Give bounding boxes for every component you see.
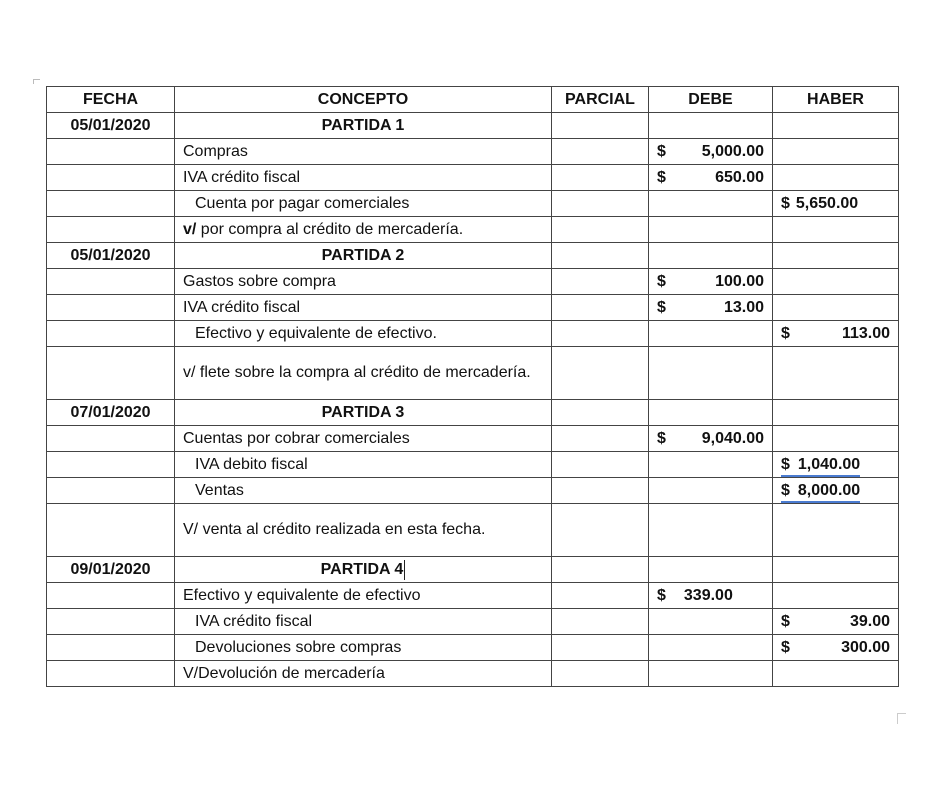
currency-symbol: $ bbox=[657, 299, 666, 316]
debe-cell[interactable] bbox=[649, 400, 773, 426]
haber-amount: 5,650.00 bbox=[795, 195, 859, 212]
header-haber: HABER bbox=[773, 87, 899, 113]
parcial-cell[interactable] bbox=[552, 504, 649, 557]
table-row bbox=[47, 504, 899, 557]
debe-cell[interactable] bbox=[649, 504, 773, 557]
table-row bbox=[47, 295, 899, 321]
spellcheck-underlined-amount bbox=[781, 481, 860, 503]
partida-title-cell[interactable] bbox=[175, 557, 552, 583]
debe-amount: 339.00 bbox=[683, 587, 733, 604]
currency-symbol: $ bbox=[781, 482, 790, 499]
debe-cell[interactable] bbox=[649, 635, 773, 661]
haber-cell[interactable] bbox=[773, 426, 899, 452]
date-cell[interactable]: 05/01/2020 bbox=[47, 243, 175, 269]
debe-cell[interactable] bbox=[649, 347, 773, 400]
haber-cell[interactable] bbox=[773, 478, 899, 504]
concept-cell[interactable]: IVA debito fiscal bbox=[175, 452, 552, 478]
date-cell[interactable]: 05/01/2020 bbox=[47, 113, 175, 139]
concept-cell[interactable]: Ventas bbox=[175, 478, 552, 504]
parcial-cell[interactable] bbox=[552, 557, 649, 583]
concept-cell[interactable]: Cuenta por pagar comerciales bbox=[175, 191, 552, 217]
concept-cell[interactable]: IVA crédito fiscal bbox=[175, 295, 552, 321]
date-cell[interactable] bbox=[47, 165, 175, 191]
debe-cell[interactable] bbox=[649, 609, 773, 635]
parcial-cell[interactable] bbox=[552, 347, 649, 400]
parcial-cell[interactable] bbox=[552, 269, 649, 295]
parcial-cell[interactable] bbox=[552, 400, 649, 426]
debe-cell[interactable] bbox=[649, 321, 773, 347]
debe-cell[interactable] bbox=[649, 113, 773, 139]
date-cell[interactable] bbox=[47, 609, 175, 635]
partida-header-row bbox=[47, 400, 899, 426]
currency-symbol: $ bbox=[657, 169, 666, 186]
currency-symbol: $ bbox=[781, 456, 790, 473]
currency-symbol: $ bbox=[657, 587, 666, 604]
table-row bbox=[47, 426, 899, 452]
table-row bbox=[47, 139, 899, 165]
date-cell[interactable]: 07/01/2020 bbox=[47, 400, 175, 426]
parcial-cell[interactable] bbox=[552, 452, 649, 478]
currency-symbol: $ bbox=[657, 430, 666, 447]
haber-cell[interactable] bbox=[773, 635, 899, 661]
date-cell[interactable] bbox=[47, 661, 175, 687]
table-row bbox=[47, 478, 899, 504]
haber-amount: 113.00 bbox=[841, 325, 890, 342]
partida-title[interactable]: PARTIDA 1 bbox=[175, 113, 552, 139]
currency-symbol: $ bbox=[657, 143, 666, 160]
haber-cell[interactable] bbox=[773, 347, 899, 400]
debe-cell[interactable] bbox=[649, 243, 773, 269]
date-cell[interactable] bbox=[47, 295, 175, 321]
haber-cell[interactable] bbox=[773, 217, 899, 243]
concept-cell[interactable]: IVA crédito fiscal bbox=[175, 165, 552, 191]
concept-note-cell[interactable]: V/Devolución de mercadería bbox=[175, 661, 552, 687]
date-cell[interactable] bbox=[47, 452, 175, 478]
debe-cell[interactable] bbox=[649, 426, 773, 452]
concept-note-cell[interactable]: V/ venta al crédito realizada en esta fecha. bbox=[175, 504, 552, 557]
haber-cell[interactable] bbox=[773, 295, 899, 321]
parcial-cell[interactable] bbox=[552, 295, 649, 321]
partida-title[interactable]: PARTIDA 2 bbox=[175, 243, 552, 269]
haber-cell[interactable] bbox=[773, 139, 899, 165]
date-cell[interactable] bbox=[47, 426, 175, 452]
concept-cell[interactable]: Efectivo y equivalente de efectivo. bbox=[175, 321, 552, 347]
currency-symbol: $ bbox=[781, 613, 790, 630]
date-cell[interactable] bbox=[47, 269, 175, 295]
concept-cell[interactable]: Cuentas por cobrar comerciales bbox=[175, 426, 552, 452]
journal-entries-table bbox=[46, 86, 899, 687]
date-cell[interactable] bbox=[47, 139, 175, 165]
partida-title[interactable]: PARTIDA 3 bbox=[175, 400, 552, 426]
haber-amount: 8,000.00 bbox=[797, 482, 861, 499]
debe-amount: 9,040.00 bbox=[701, 430, 764, 447]
debe-cell[interactable] bbox=[649, 295, 773, 321]
header-concepto: CONCEPTO bbox=[175, 87, 552, 113]
spellcheck-underlined-amount bbox=[781, 455, 860, 477]
haber-cell[interactable] bbox=[773, 557, 899, 583]
haber-cell[interactable] bbox=[773, 400, 899, 426]
parcial-cell[interactable] bbox=[552, 583, 649, 609]
currency-symbol: $ bbox=[781, 325, 790, 342]
header-debe: DEBE bbox=[649, 87, 773, 113]
haber-cell[interactable] bbox=[773, 504, 899, 557]
parcial-cell[interactable] bbox=[552, 217, 649, 243]
haber-amount: 300.00 bbox=[841, 639, 890, 656]
debe-cell[interactable] bbox=[649, 165, 773, 191]
debe-amount: 100.00 bbox=[715, 273, 764, 290]
haber-cell[interactable] bbox=[773, 165, 899, 191]
parcial-cell[interactable] bbox=[552, 321, 649, 347]
date-cell[interactable] bbox=[47, 191, 175, 217]
debe-cell[interactable] bbox=[649, 191, 773, 217]
table-row bbox=[47, 269, 899, 295]
parcial-cell[interactable] bbox=[552, 426, 649, 452]
note-text: por compra al crédito de mercadería. bbox=[196, 221, 464, 238]
concept-cell[interactable]: Efectivo y equivalente de efectivo bbox=[175, 583, 552, 609]
concept-note-cell[interactable] bbox=[175, 217, 552, 243]
parcial-cell[interactable] bbox=[552, 661, 649, 687]
table-header-row bbox=[47, 87, 899, 113]
haber-cell[interactable] bbox=[773, 661, 899, 687]
haber-cell[interactable] bbox=[773, 452, 899, 478]
table-row bbox=[47, 191, 899, 217]
haber-amount: 39.00 bbox=[849, 613, 890, 630]
haber-cell[interactable] bbox=[773, 609, 899, 635]
parcial-cell[interactable] bbox=[552, 191, 649, 217]
parcial-cell[interactable] bbox=[552, 165, 649, 191]
debe-cell[interactable] bbox=[649, 557, 773, 583]
header-parcial: PARCIAL bbox=[552, 87, 649, 113]
partida-header-row bbox=[47, 243, 899, 269]
concept-cell[interactable]: Compras bbox=[175, 139, 552, 165]
parcial-cell[interactable] bbox=[552, 139, 649, 165]
concept-cell[interactable]: Gastos sobre compra bbox=[175, 269, 552, 295]
currency-symbol: $ bbox=[657, 273, 666, 290]
debe-cell[interactable] bbox=[649, 661, 773, 687]
date-cell[interactable] bbox=[47, 321, 175, 347]
table-resize-handle[interactable] bbox=[897, 713, 906, 724]
parcial-cell[interactable] bbox=[552, 635, 649, 661]
haber-cell[interactable] bbox=[773, 191, 899, 217]
haber-cell[interactable] bbox=[773, 243, 899, 269]
table-row bbox=[47, 635, 899, 661]
table-row bbox=[47, 217, 899, 243]
haber-cell[interactable] bbox=[773, 269, 899, 295]
concept-cell[interactable]: Devoluciones sobre compras bbox=[175, 635, 552, 661]
debe-cell[interactable] bbox=[649, 217, 773, 243]
date-cell[interactable] bbox=[47, 347, 175, 400]
partida-header-row bbox=[47, 557, 899, 583]
debe-amount: 5,000.00 bbox=[701, 143, 764, 160]
date-cell[interactable]: 09/01/2020 bbox=[47, 557, 175, 583]
parcial-cell[interactable] bbox=[552, 478, 649, 504]
haber-cell[interactable] bbox=[773, 113, 899, 139]
parcial-cell[interactable] bbox=[552, 113, 649, 139]
date-cell[interactable] bbox=[47, 217, 175, 243]
debe-amount: 13.00 bbox=[723, 299, 764, 316]
date-cell[interactable] bbox=[47, 635, 175, 661]
haber-amount: 1,040.00 bbox=[797, 456, 861, 473]
partida-header-row bbox=[47, 113, 899, 139]
table-move-handle[interactable] bbox=[33, 79, 40, 84]
debe-cell[interactable] bbox=[649, 139, 773, 165]
haber-cell[interactable] bbox=[773, 321, 899, 347]
debe-amount: 650.00 bbox=[715, 169, 764, 186]
parcial-cell[interactable] bbox=[552, 243, 649, 269]
parcial-cell[interactable] bbox=[552, 609, 649, 635]
table-row bbox=[47, 347, 899, 400]
table-row bbox=[47, 165, 899, 191]
table-row bbox=[47, 609, 899, 635]
currency-symbol: $ bbox=[781, 639, 790, 656]
concept-note-cell[interactable]: v/ flete sobre la compra al crédito de mercadería. bbox=[175, 347, 552, 400]
partida-title: PARTIDA 4 bbox=[320, 561, 404, 578]
date-cell[interactable] bbox=[47, 504, 175, 557]
date-cell[interactable] bbox=[47, 583, 175, 609]
table-row bbox=[47, 321, 899, 347]
debe-cell[interactable] bbox=[649, 269, 773, 295]
header-fecha: FECHA bbox=[47, 87, 175, 113]
table-row bbox=[47, 452, 899, 478]
haber-cell[interactable] bbox=[773, 583, 899, 609]
date-cell[interactable] bbox=[47, 478, 175, 504]
debe-cell[interactable] bbox=[649, 452, 773, 478]
debe-cell[interactable] bbox=[649, 478, 773, 504]
concept-cell[interactable]: IVA crédito fiscal bbox=[175, 609, 552, 635]
note-prefix: v/ bbox=[183, 221, 197, 238]
currency-symbol: $ bbox=[781, 195, 790, 212]
table-row bbox=[47, 583, 899, 609]
text-cursor bbox=[404, 560, 405, 580]
table-row bbox=[47, 661, 899, 687]
debe-cell[interactable] bbox=[649, 583, 773, 609]
